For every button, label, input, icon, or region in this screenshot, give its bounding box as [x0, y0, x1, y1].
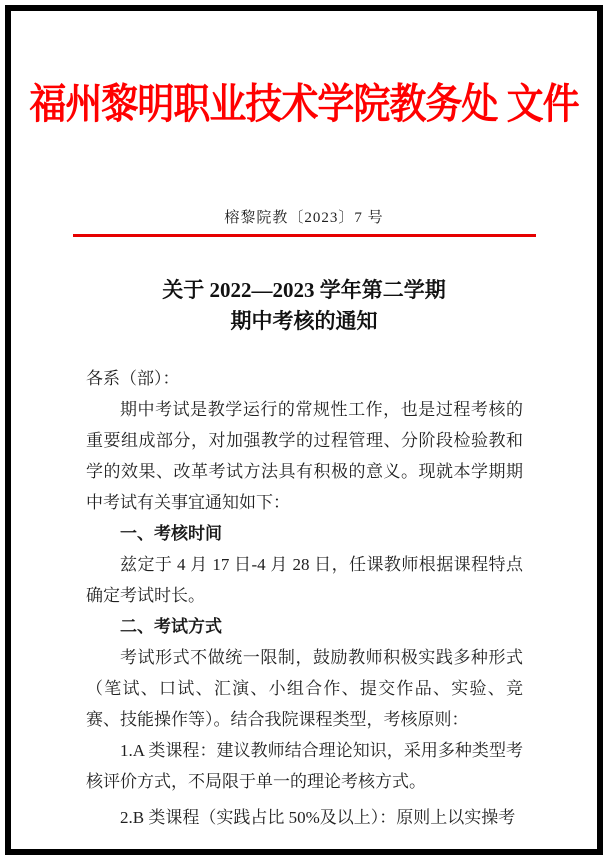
section-2-paragraph-2: 1.A 类课程：建议教师结合理论知识，采用多种类型考核评价方式，不局限于单一的理论考核方式。	[86, 741, 523, 791]
section-2-heading: 二、考试方式	[120, 617, 222, 636]
document-body	[86, 363, 523, 833]
red-header-title: 福州黎明职业技术学院教务处 文件	[29, 81, 579, 128]
section-2-paragraph-3: 2.B 类课程（实践占比 50%及以上）：原则上以实操考	[120, 808, 516, 827]
document-number: 榕黎院教〔2023〕7 号	[224, 210, 384, 226]
red-separator-line	[73, 234, 536, 237]
document-title-line1: 关于 2022—2023 学年第二学期	[162, 278, 446, 302]
section-2-paragraph-1: 考试形式不做统一限制，鼓励教师积极实践多种形式（笔试、口试、汇演、小组合作、提交作品、实验、竞赛、技能操作等）。结合我院课程类型，考核原则：	[86, 648, 523, 729]
section-1-paragraph-1: 兹定于 4 月 17 日-4 月 28 日，任课教师根据课程特点确定考试时长。	[86, 555, 523, 605]
document-title-line2: 期中考核的通知	[230, 309, 378, 333]
section-1-heading: 一、考核时间	[120, 524, 222, 543]
salutation: 各系（部）：	[86, 369, 180, 388]
intro-paragraph: 期中考试是教学运行的常规性工作，也是过程考核的重要组成部分，对加强教学的过程管理、分阶段检验教和学的效果、改革考试方法具有积极的意义。现就本学期期中考试有关事宜通知如下：	[86, 400, 523, 512]
document-title	[0, 275, 608, 337]
